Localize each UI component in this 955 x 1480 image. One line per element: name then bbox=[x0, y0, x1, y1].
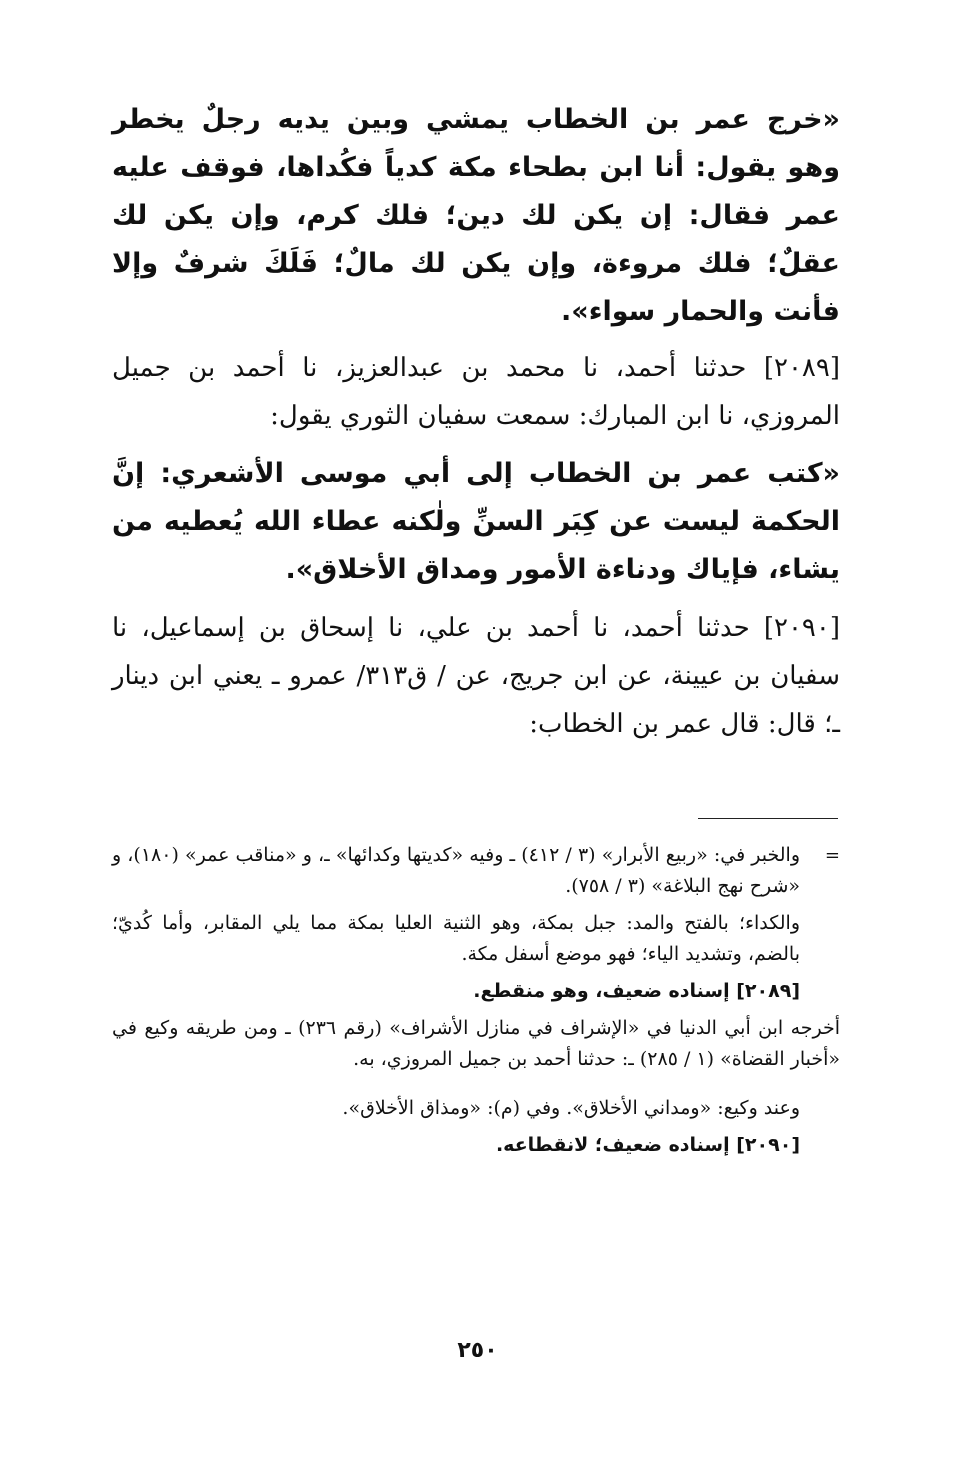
quote-umar-letter: «كتب عمر بن الخطاب إلى أبي موسى الأشعري: إنَّ الحكمة ليست عن كِبَر السنِّ ولٰكنه عطاء الله يُعطيه من يشاء، فإياك ودناءة الأمور ومداق الأخلاق». bbox=[112, 458, 840, 585]
hadith-2090: [٢٠٩٠] حدثنا أحمد، نا أحمد بن علي، نا إسحاق بن إسماعيل، نا سفيان بن عيينة، عن ابن جريج، عن / ق٣١٣/ عمرو ـ يعني ابن دينار ـ؛ قال: قال عمر بن الخطاب: bbox=[112, 613, 840, 739]
hadith-2089: [٢٠٨٩] حدثنا أحمد، نا محمد بن عبدالعزيز، نا أحمد بن جميل المروزي، نا ابن المبارك: سمعت سفيان الثوري يقول: bbox=[112, 353, 840, 431]
footnote-continuation bbox=[112, 840, 840, 902]
footnote-separator bbox=[698, 818, 838, 819]
footnote-kada-definition: والكداء؛ بالفتح والمد: جبل بمكة، وهو الثنية العليا بمكة مما يلي المقابر، وأما كُديّ؛ بالضم، وتشديد الياء؛ فهو موضع أسفل مكة. bbox=[112, 912, 800, 965]
footnote-waki-variant: وعند وكيع: «ومداني الأخلاق». وفي (م): «ومذاق الأخلاق». bbox=[342, 1097, 800, 1119]
footnote-text: والخبر في: «ربيع الأبرار» (٣ / ٤١٢) ـ وفيه «كديتها وكدائها» ـ، و «مناقب عمر» (١٨٠)، و «شرح نهج البلاغة» (٣ / ٧٥٨). bbox=[112, 844, 801, 897]
continuation-mark: = bbox=[824, 845, 840, 866]
main-text bbox=[112, 96, 840, 748]
footnote-2089-grading: [٢٠٨٩] إسناده ضعيف، وهو منقطع. bbox=[473, 980, 800, 1002]
footnotes bbox=[112, 840, 840, 1167]
footnote-2090-grading: [٢٠٩٠] إسناده ضعيف؛ لانقطاعه. bbox=[495, 1134, 800, 1156]
footnote-2089-takhrij: أخرجه ابن أبي الدنيا في «الإشراف في منازل الأشراف» (رقم ٢٣٦) ـ ومن طريقه وكيع في «أخبار القضاة» (١ / ٢٨٥) ـ: حدثنا أحمد بن جميل المروزي، به. bbox=[112, 1017, 841, 1070]
page-number: ٢٥٠ bbox=[457, 1338, 498, 1363]
quote-umar-khutba: «خرج عمر بن الخطاب يمشي وبين يديه رجلٌ يخطر وهو يقول: أنا ابن بطحاء مكة كدياً فكُداها، فوقف عليه عمر فقال: إن يكن لك دين؛ فلك كرم، وإن يكن لك عقلٌ؛ فلك مروءة، وإن يكن لك مالٌ؛ فَلَكَ شرفٌ وإلا فأنت والحمار سواء». bbox=[112, 104, 840, 327]
